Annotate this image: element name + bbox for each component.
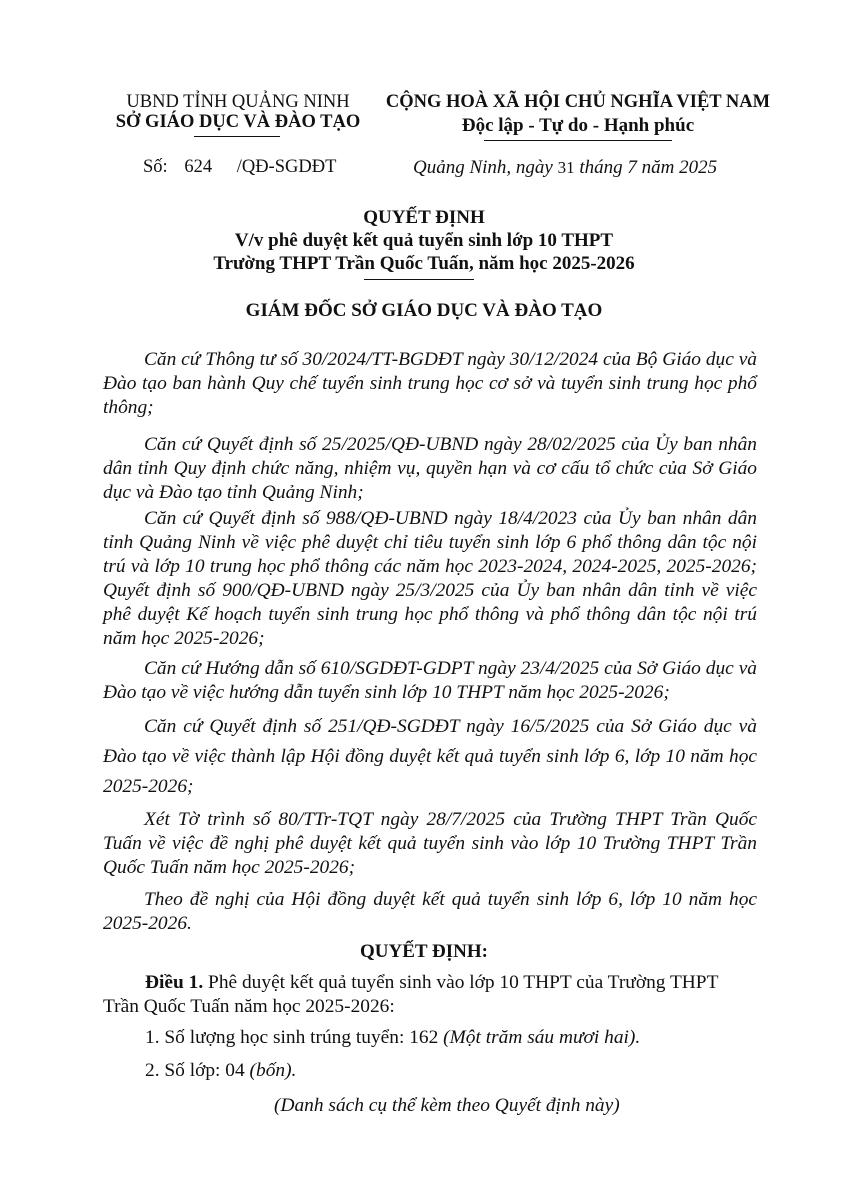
basis-paragraph: Căn cứ Quyết định số 25/2025/QĐ-UBND ngày 28/02/2025 của Ủy ban nhân dân tỉnh Quy định chức năng, nhiệm vụ, quyền hạn và cơ cấu tổ chức của Sở Giáo dục và Đào tạo tỉnh Quảng Ninh; xyxy=(103,434,757,503)
item2-words: (bốn). xyxy=(249,1060,297,1081)
title-underline xyxy=(364,279,474,280)
country-line1: CỘNG HOÀ XÃ HỘI CHỦ NGHĨA VIỆT NAM xyxy=(385,92,771,112)
authority-heading: GIÁM ĐỐC SỞ GIÁO DỤC VÀ ĐÀO TẠO xyxy=(245,300,603,321)
basis-paragraph: Căn cứ Hướng dẫn số 610/SGDĐT-GDPT ngày 23/4/2025 của Sở Giáo dục và Đào tạo về việc hướng dẫn tuyển sinh lớp 10 THPT năm học 2025-2026; xyxy=(103,658,757,703)
doc-number-prefix: Số: xyxy=(143,157,168,177)
attachment-note: (Danh sách cụ thể kèm theo Quyết định này) xyxy=(274,1095,620,1116)
item1-text: 1. Số lượng học sinh trúng tuyển: 162 xyxy=(145,1027,439,1048)
doc-number: 624 xyxy=(184,157,213,177)
basis-paragraph: Căn cứ Quyết định số 988/QĐ-UBND ngày 18/4/2023 của Ủy ban nhân dân tỉnh Quảng Ninh về việc phê duyệt chỉ tiêu tuyển sinh lớp 6 phổ thông dân tộc nội trú và lớp 10 trung học phổ thông các năm học 2023-2024, 2024-2025, 2025-2026; Quyết định số 900/QĐ-UBND ngày 25/3/2025 của Ủy ban nhân dân tỉnh về việc phê duyệt Kế hoạch tuyển sinh trung học phổ thông và phổ thông dân tộc nội trú năm học 2025-2026; xyxy=(103,508,757,649)
doc-number-row xyxy=(143,157,336,178)
doc-number-suffix: /QĐ-SGDĐT xyxy=(236,157,337,177)
place-date-prefix: Quảng Ninh, ngày xyxy=(413,157,553,178)
place-date-suffix: tháng 7 năm 2025 xyxy=(579,157,718,178)
place-date xyxy=(413,157,717,179)
subject-line1: V/v phê duyệt kết quả tuyển sinh lớp 10 THPT xyxy=(234,230,614,251)
decision-heading: QUYẾT ĐỊNH xyxy=(363,207,485,228)
article1-text: Phê duyệt kết quả tuyển sinh vào lớp 10 THPT của Trường THPT xyxy=(208,972,719,993)
item1-words: (Một trăm sáu mươi hai). xyxy=(443,1027,641,1048)
basis-paragraph: Căn cứ Thông tư số 30/2024/TT-BGDĐT ngày 30/12/2024 của Bộ Giáo dục và Đào tạo ban hành Quy chế tuyển sinh trung học cơ sở và tuyển sinh trung học phổ thông; xyxy=(103,349,757,418)
agency-line1: UBND TỈNH QUẢNG NINH xyxy=(126,92,350,112)
agency-line2: SỞ GIÁO DỤC VÀ ĐÀO TẠO xyxy=(115,112,361,132)
article1-line1 xyxy=(145,972,718,994)
decision-heading-2: QUYẾT ĐỊNH: xyxy=(360,941,488,962)
article1-line2: Trần Quốc Tuấn năm học 2025-2026: xyxy=(103,996,395,1017)
country-line2: Độc lập - Tự do - Hạnh phúc xyxy=(461,115,695,136)
basis-paragraph: Căn cứ Quyết định số 251/QĐ-SGDĐT ngày 16/5/2025 của Sở Giáo dục và Đào tạo về việc thành lập Hội đồng duyệt kết quả tuyển sinh lớp 6, lớp 10 năm học 2025-2026; xyxy=(103,716,757,797)
subject-line2: Trường THPT Trần Quốc Tuấn, năm học 2025-2026 xyxy=(213,253,635,274)
article1-label: Điều 1. xyxy=(145,972,204,993)
article1-item2 xyxy=(145,1060,296,1082)
article1-item1 xyxy=(145,1027,640,1049)
basis-paragraph: Theo đề nghị của Hội đồng duyệt kết quả tuyển sinh lớp 6, lớp 10 năm học 2025-2026. xyxy=(103,889,757,934)
basis-paragraph: Xét Tờ trình số 80/TTr-TQT ngày 28/7/2025 của Trường THPT Trần Quốc Tuấn về việc đề nghị phê duyệt kết quả tuyển sinh vào lớp 10 Trường THPT Trần Quốc Tuấn năm học 2025-2026; xyxy=(103,809,757,878)
agency-underline xyxy=(194,136,280,137)
item2-text: 2. Số lớp: 04 xyxy=(145,1060,245,1081)
date-day: 31 xyxy=(557,158,575,177)
motto-underline xyxy=(484,140,672,141)
